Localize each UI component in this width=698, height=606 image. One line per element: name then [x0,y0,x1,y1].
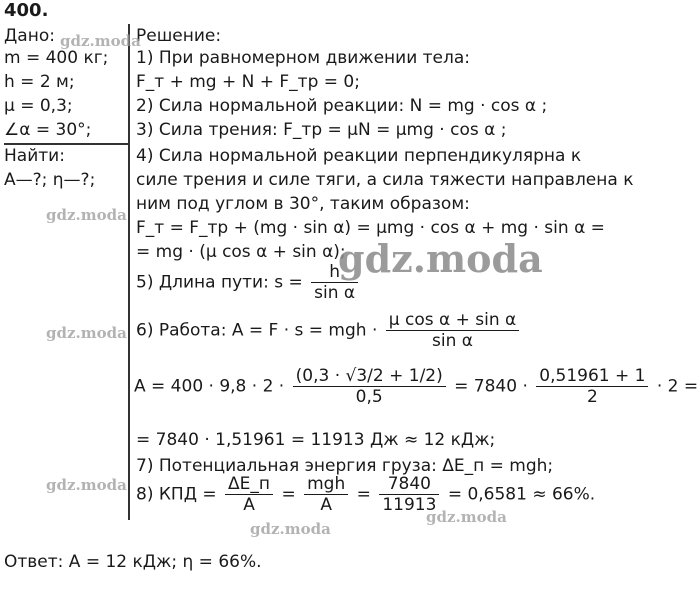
solution-line-13: = 7840 · 1,51961 = 11913 Дж ≈ 12 кДж; [136,430,496,450]
solution-line-9: = mg · (μ cos α + sin α); [136,242,346,262]
given-mass: m = 400 кг; [4,48,109,68]
solution-line-6: силе трения и силе тяги, а сила тяжести направлена к [136,170,634,190]
watermark: gdz.moda [46,476,127,494]
watermark: gdz.moda [250,520,331,538]
solution-line-3: 2) Сила нормальной реакции: N = mg · cos α ; [136,96,548,116]
work-label: 6) Работа: A = F · s = mgh · [136,320,378,341]
find-title: Найти: [4,146,65,166]
watermark: gdz.moda [46,206,127,224]
fraction-denominator: sin α [314,283,356,303]
problem-number: 400. [4,0,49,21]
work-calc-suffix: · 2 = [656,376,698,397]
equals-sign: = [356,484,371,505]
fraction-numerator: ΔE_п [225,474,273,495]
given-divider [4,143,129,145]
efficiency-fraction-1 [225,474,273,515]
solution-title: Решение: [136,26,222,46]
fraction-denominator: sin α [432,331,473,351]
watermark-large: gdz.moda [338,236,543,281]
fraction-denominator: 0,5 [355,387,383,407]
fraction-denominator: A [320,495,332,515]
fraction-numerator: (0,3 · √3/2 + 1/2) [293,366,446,387]
work-fraction [386,310,519,351]
solution-line-5: 4) Сила нормальной реакции перпендикулярна к [136,146,582,166]
given-title: Дано: [4,26,55,46]
solution-line-8: F_т = F_тр + (mg · sin α) = μmg · cos α + mg · sin α = [136,218,605,238]
path-length-label: 5) Длина пути: s = [136,272,303,293]
given-height: h = 2 м; [4,72,75,92]
efficiency-fraction-2 [304,474,348,515]
equals-sign: = [281,484,296,505]
fraction-numerator: μ cos α + sin α [386,310,519,331]
solution-line-11 [136,310,522,351]
solution-line-2: F_т + mg + N + F_тр = 0; [136,72,360,92]
fraction-numerator: mgh [304,474,348,495]
watermark: gdz.moda [46,324,127,342]
watermark: gdz.moda [426,508,507,526]
work-calc-mid: = 7840 · [454,376,528,397]
given-friction: μ = 0,3; [4,96,73,116]
solution-line-14: 7) Потенциальная энергия груза: ΔE_п = mgh; [136,456,554,476]
work-calc-fraction-1 [293,366,446,407]
fraction-numerator: h [311,262,358,283]
answer: Ответ: A = 12 кДж; η = 66%. [4,552,262,572]
vertical-divider [128,24,130,520]
work-calc-fraction-2 [536,366,648,407]
solution-line-4: 3) Сила трения: F_тр = μN = μmg · cos α ; [136,120,507,140]
fraction-numerator: 7840 [379,474,439,495]
find-text: A—?; η—?; [4,170,96,190]
solution-line-1: 1) При равномерном движении тела: [136,48,471,68]
solution-line-7: ним под углом в 30°, таким образом: [136,194,470,214]
fraction-denominator: 2 [586,387,598,407]
solution-line-15 [136,474,595,515]
fraction-denominator: A [243,495,255,515]
work-calc-prefix: A = 400 · 9,8 · 2 · [134,376,285,397]
fraction-denominator: 11913 [382,495,437,515]
efficiency-label: 8) КПД = [136,484,217,505]
fraction-numerator: 0,51961 + 1 [536,366,648,387]
solution-line-12 [134,366,698,407]
solution-line-10 [136,262,361,303]
watermark: gdz.moda [60,32,141,50]
given-angle: ∠α = 30°; [4,120,92,140]
efficiency-result: = 0,6581 ≈ 66%. [447,484,596,505]
